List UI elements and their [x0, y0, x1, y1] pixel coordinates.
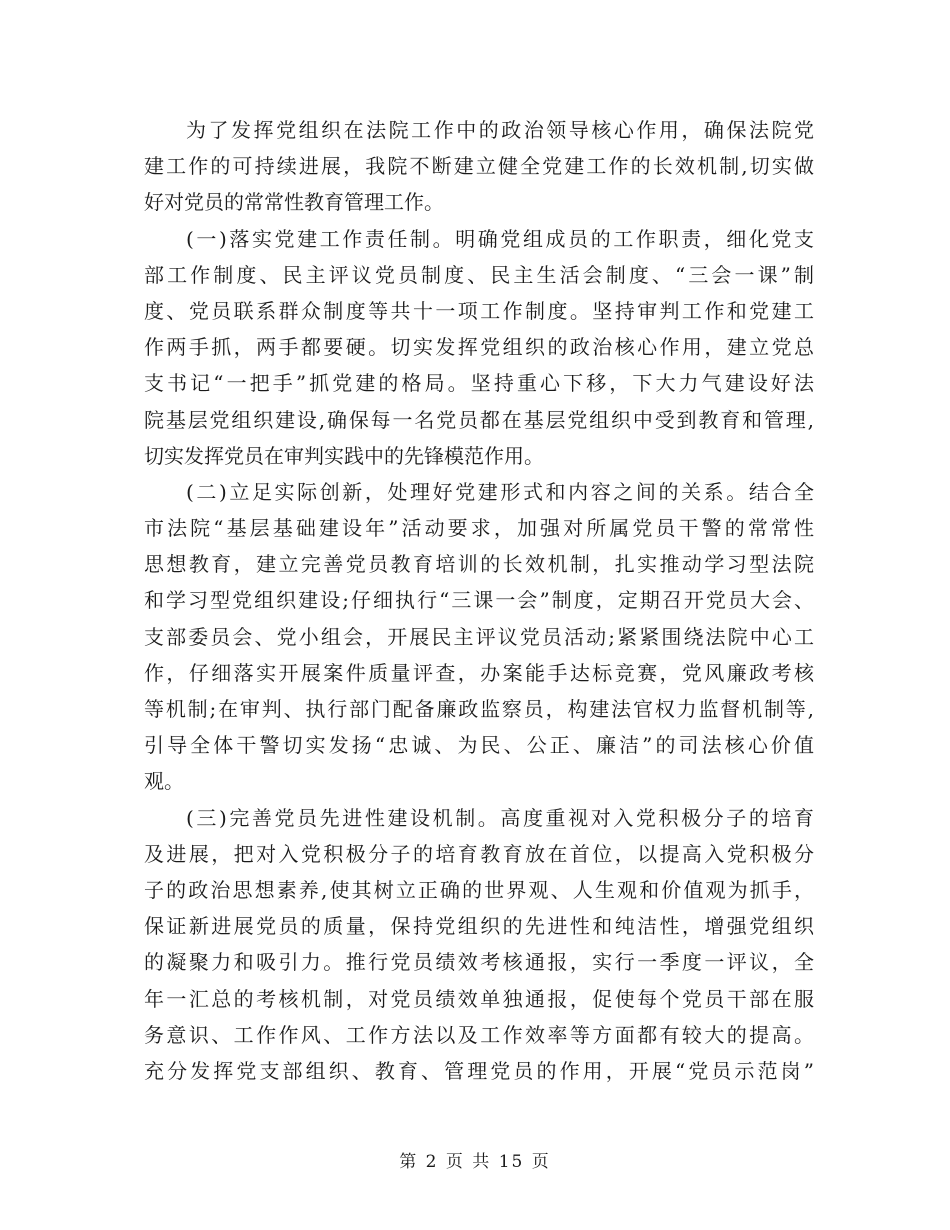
text-line: 引导全体干警切实发扬“忠诚、为民、公正、廉洁”的司法核心价值: [144, 733, 814, 758]
text-line: 务意识、工作作风、工作方法以及工作效率等方面都有较大的提高。: [144, 1022, 814, 1047]
text-line: 充分发挥党支部组织、教育、管理党员的作用，开展“党员示范岗”: [144, 1058, 814, 1083]
current-page-number: 2: [425, 1152, 439, 1172]
text-line: 建工作的可持续进展，我院不断建立健全党建工作的长效机制,切实做: [144, 154, 814, 179]
text-line: 等机制;在审判、执行部门配备廉政监察员，构建法官权力监督机制等,: [144, 697, 814, 721]
text-line: 作两手抓，两手都要硬。切实发挥党组织的政治核心作用，建立党总: [144, 335, 814, 360]
text-line: (二)立足实际创新，处理好党建形式和内容之间的关系。结合全: [186, 479, 814, 504]
footer-suffix: 页: [531, 1152, 551, 1172]
text-line: 年一汇总的考核机制，对党员绩效单独通报，促使每个党员干部在服: [144, 986, 814, 1011]
text-line: 为了发挥党组织在法院工作中的政治领导核心作用，确保法院党: [186, 118, 814, 142]
text-line: 作，仔细落实开展案件质量评查，办案能手达标竞赛，党风廉政考核: [144, 660, 814, 685]
text-line: 子的政治思想素养,使其树立正确的世界观、人生观和价值观为抓手，: [144, 877, 814, 902]
text-line: 市法院“基层基础建设年”活动要求，加强对所属党员干警的常常性: [144, 516, 814, 541]
document-body: [144, 112, 814, 1089]
text-line: 支书记“一把手”抓党建的格局。坚持重心下移，下大力气建设好法: [144, 371, 814, 396]
text-line: 保证新进展党员的质量，保持党组织的先进性和纯洁性，增强党组织: [144, 914, 814, 939]
text-line: 思想教育，建立完善党员教育培训的长效机制，扎实推动学习型法院: [144, 552, 814, 577]
text-line: 支部委员会、党小组会，开展民主评议党员活动;紧紧围绕法院中心工: [144, 624, 814, 649]
footer-prefix: 第: [399, 1152, 419, 1172]
text-line: 的凝聚力和吸引力。推行党员绩效考核通报，实行一季度一评议，全: [144, 950, 814, 975]
text-line: 及进展，把对入党积极分子的培育教育放在首位，以提高入党积极分: [144, 841, 814, 866]
text-line: 好对党员的常常性教育管理工作。: [144, 190, 444, 215]
total-page-count: 15: [498, 1152, 525, 1172]
footer-middle: 页 共: [445, 1152, 492, 1172]
text-line: 观。: [144, 769, 184, 794]
page-footer: [0, 1147, 950, 1172]
text-line: 部工作制度、民主评议党员制度、民主生活会制度、“三会一课”制: [144, 262, 814, 287]
text-line: 度、党员联系群众制度等共十一项工作制度。坚持审判工作和党建工: [144, 298, 814, 323]
text-line: 切实发挥党员在审判实践中的先锋模范作用。: [144, 443, 544, 468]
text-line: 和学习型党组织建设;仔细执行“三课一会”制度，定期召开党员大会、: [144, 588, 814, 613]
text-line: 院基层党组织建设,确保每一名党员都在基层党组织中受到教育和管理,: [144, 407, 814, 432]
text-line: (一)落实党建工作责任制。明确党组成员的工作职责，细化党支: [186, 226, 814, 251]
text-line: (三)完善党员先进性建设机制。高度重视对入党积极分子的培育: [186, 805, 814, 830]
